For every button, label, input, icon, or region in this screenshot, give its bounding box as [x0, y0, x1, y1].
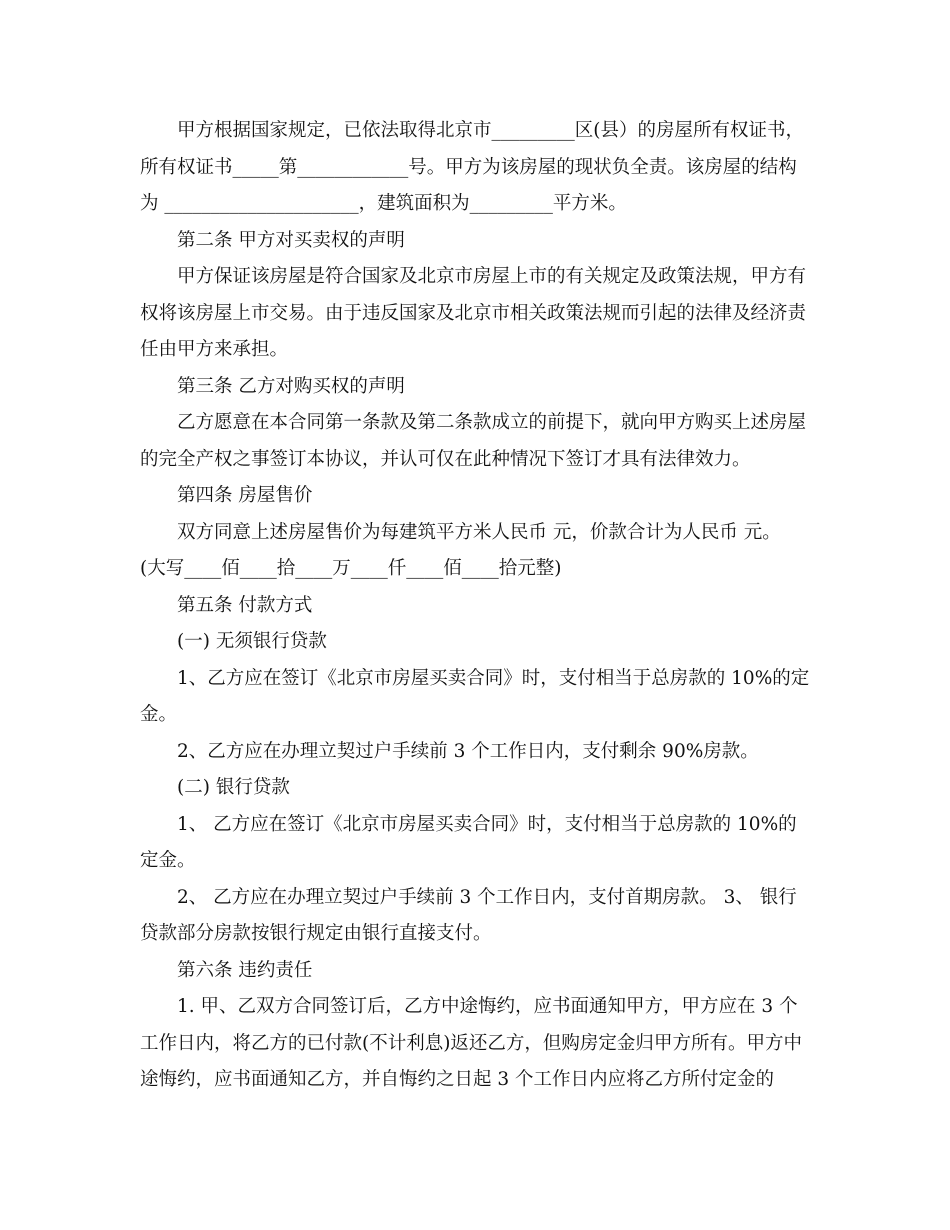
paragraph-price: 双方同意上述房屋售价为每建筑平方米人民币 元，价款合计为人民币 元。 — [177, 521, 781, 543]
paragraph-no-loan-item-1: 1、乙方应在签订《北京市房屋买卖合同》时，支付相当于总房款的 10%的定金。 — [140, 667, 810, 725]
paragraph-breach-item-1: 1. 甲、乙双方合同签订后，乙方中途悔约，应书面通知甲方，甲方应在 3 个工作日内，将乙方的已付款(不计利息)返还乙方，但购房定金归甲方所有。甲方中途悔约，应书面通知乙方，并自悔约之日起 3 个工作日内应将乙方所付定金的 — [140, 996, 802, 1090]
paragraph-buyer-statement: 乙方愿意在本合同第一条款及第二条款成立的前提下，就向甲方购买上述房屋的完全产权之事签订本协议，并认可仅在此种情况下签订才具有法律效力。 — [140, 412, 807, 470]
article-4-heading: 第四条 房屋售价 — [177, 485, 313, 506]
document-body — [140, 113, 812, 1099]
paragraph-seller-statement: 甲方保证该房屋是符合国家及北京市房屋上市的有关规定及政策法规，甲方有权将该房屋上市交易。由于违反国家及北京市相关政策法规而引起的法律及经济责任由甲方来承担。 — [140, 266, 807, 360]
paragraph-property-certificate: 甲方根据国家规定，已依法取得北京市_________区(县）的房屋所有权证书，所有权证书_____第____________号。甲方为该房屋的现状负全责。该房屋的结构为 _____________________，建筑面积为_________平方米。 — [140, 120, 804, 214]
article-3-heading: 第三条 乙方对购买权的声明 — [177, 375, 405, 397]
article-2-heading: 第二条 甲方对买卖权的声明 — [177, 229, 405, 251]
section-no-loan-heading: (一) 无须银行贷款 — [177, 631, 327, 652]
article-5-heading: 第五条 付款方式 — [177, 594, 313, 616]
paragraph-no-loan-item-2: 2、乙方应在办理立契过户手续前 3 个工作日内，支付剩余 90%房款。 — [177, 740, 759, 762]
paragraph-loan-item-1: 1、 乙方应在签订《北京市房屋买卖合同》时，支付相当于总房款的 10%的定金。 — [140, 813, 797, 871]
paragraph-loan-item-2-3: 2、 乙方应在办理立契过户手续前 3 个工作日内，支付首期房款。 3、 银行贷款部分房款按银行规定由银行直接支付。 — [140, 886, 797, 944]
section-bank-loan-heading: (二) 银行贷款 — [177, 777, 290, 798]
paragraph-price-capital: (大写____佰____拾____万____仟____佰____拾元整) — [140, 558, 562, 579]
article-6-heading: 第六条 违约责任 — [177, 959, 313, 981]
